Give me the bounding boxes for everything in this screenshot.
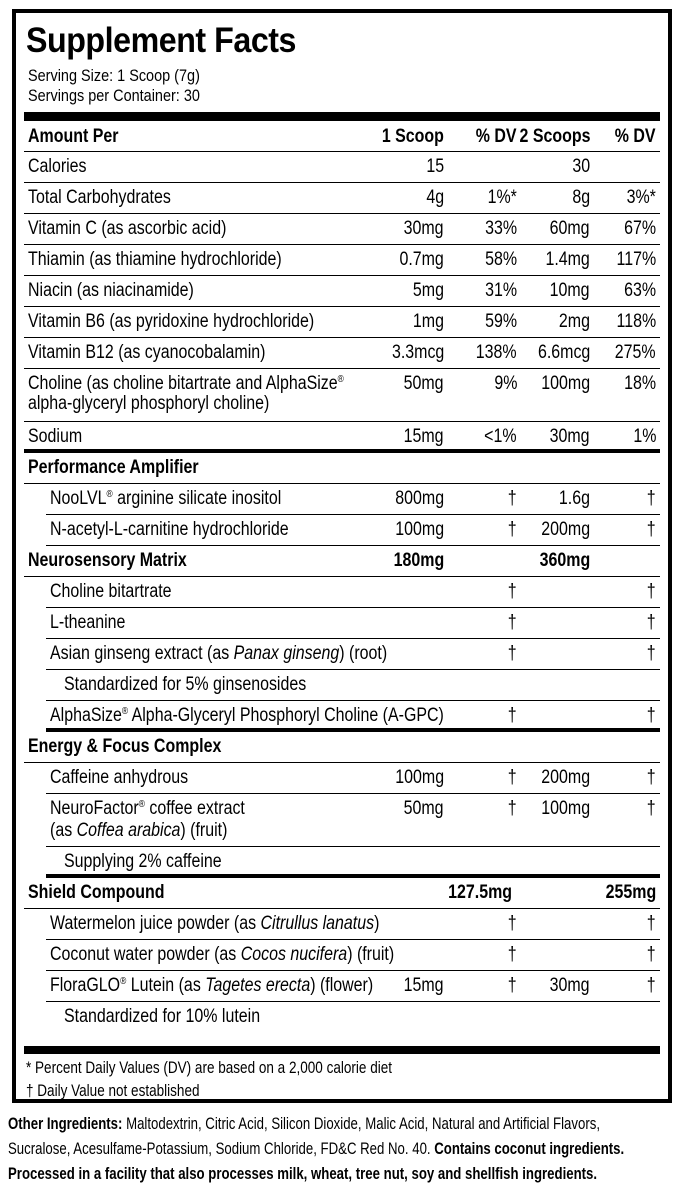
- row-13-d1: †: [508, 581, 517, 602]
- row-10-name: NooLVL® arginine silicate inositol: [50, 488, 282, 509]
- blend-header-row: [24, 878, 660, 909]
- row-10-d1: †: [508, 488, 517, 509]
- row-1-name: Total Carbohydrates: [28, 187, 171, 208]
- panel-title: Supplement Facts: [26, 21, 296, 60]
- row-15-name: Asian ginseng extract (as Panax ginseng) (root): [50, 643, 388, 664]
- row-3-a1: 0.7mg: [399, 249, 444, 270]
- row-19-a1: 100mg: [395, 767, 444, 788]
- row-3-d1: 58%: [485, 249, 517, 270]
- other-ingredients-line1: Other Ingredients: Maltodextrin, Citric Acid, Silicon Dioxide, Malic Acid, Natural and Artificial Flavors,: [8, 1115, 600, 1133]
- row-3-name: Thiamin (as thiamine hydrochloride): [28, 249, 282, 270]
- table-row: [24, 152, 660, 183]
- thick-rule-bottom: [24, 1046, 660, 1054]
- table-row: [46, 484, 660, 515]
- row-11-a1: 100mg: [395, 519, 444, 540]
- row-24-d1: †: [508, 944, 517, 965]
- row-4-d2: 63%: [624, 280, 656, 301]
- row-12-a2: 360mg: [539, 550, 590, 571]
- thick-rule-top: [24, 112, 660, 121]
- dagger-footnote: † Daily Value not established: [26, 1082, 200, 1100]
- row-5-name: Vitamin B6 (as pyridoxine hydrochloride): [28, 311, 315, 332]
- row-8-name: Sodium: [28, 426, 83, 447]
- serving-size: Serving Size: 1 Scoop (7g): [28, 66, 200, 85]
- blend-header-row: [24, 453, 660, 484]
- row-20-italic-line2: Coffea arabica: [76, 820, 181, 841]
- row-11-d2: †: [647, 519, 656, 540]
- servings-per-container: Servings per Container: 30: [28, 86, 200, 105]
- row-25-a2: 30mg: [550, 975, 590, 996]
- sub-note-row: [46, 670, 660, 701]
- row-7-name-line2: alpha-glyceryl phosphoryl choline): [28, 393, 270, 414]
- row-8-a1: 15mg: [404, 426, 444, 447]
- row-2-d2: 67%: [624, 218, 656, 239]
- row-0-a1: 15: [426, 156, 444, 177]
- table-row: [24, 422, 660, 453]
- row-7-a1: 50mg: [404, 373, 444, 394]
- row-25-d1: †: [508, 975, 517, 996]
- row-5-a2: 2mg: [558, 311, 590, 332]
- row-4-d1: 31%: [485, 280, 517, 301]
- row-20-a2: 100mg: [541, 798, 590, 819]
- row-13-name: Choline bitartrate: [50, 581, 172, 602]
- row-5-a1: 1mg: [412, 311, 444, 332]
- row-2-a1: 30mg: [404, 218, 444, 239]
- header-dv-2: % DV: [615, 126, 656, 147]
- other-ingredients-label: Other Ingredients:: [8, 1115, 123, 1133]
- row-17-name: AlphaSize® Alpha-Glyceryl Phosphoryl Choline (A-GPC): [50, 705, 444, 726]
- row-0-a2: 30: [572, 156, 590, 177]
- row-4-a1: 5mg: [412, 280, 444, 301]
- blend-header-row: [24, 546, 660, 577]
- row-20-name-line2: (as Coffea arabica) (fruit): [50, 820, 228, 841]
- table-row: [24, 245, 660, 276]
- row-8-a2: 30mg: [550, 426, 590, 447]
- row-6-d1: 138%: [476, 342, 517, 363]
- row-25-name: FloraGLO® Lutein (as Tagetes erecta) (flower): [50, 975, 374, 996]
- row-17-d1: †: [508, 705, 517, 726]
- header-amount-per: Amount Per: [28, 126, 119, 147]
- row-0-name: Calories: [28, 156, 87, 177]
- table-row: [24, 183, 660, 214]
- table-row: [46, 577, 660, 608]
- row-22-name: Shield Compound: [28, 882, 165, 903]
- row-2-d1: 33%: [485, 218, 517, 239]
- row-7-name: Choline (as choline bitartrate and AlphaSize®: [28, 373, 344, 394]
- row-11-name: N-acetyl-L-carnitine hydrochloride: [50, 519, 289, 540]
- row-1-a1: 4g: [426, 187, 444, 208]
- allergen-statement: Contains coconut ingredients.: [434, 1140, 625, 1158]
- row-23-d2: †: [647, 913, 656, 934]
- table-row: [46, 909, 660, 940]
- row-8-d1: <1%: [484, 426, 517, 447]
- blend-header-row: [24, 732, 660, 763]
- table-row: [24, 369, 660, 422]
- row-5-d2: 118%: [616, 311, 656, 332]
- table-row: [46, 763, 660, 794]
- table-row: [46, 701, 660, 732]
- row-1-d2: 3%*: [626, 187, 656, 208]
- row-20-d1: †: [508, 798, 517, 819]
- row-15-d1: †: [508, 643, 517, 664]
- table-row: [24, 338, 660, 369]
- row-25-d2: †: [647, 975, 656, 996]
- row-12-a1: 180mg: [393, 550, 444, 571]
- table-row: [24, 214, 660, 245]
- row-6-d2: 275%: [615, 342, 656, 363]
- row-2-name: Vitamin C (as ascorbic acid): [28, 218, 227, 239]
- row-3-d2: 117%: [616, 249, 656, 270]
- header-2-scoops: 2 Scoops: [519, 126, 590, 147]
- table-row: [46, 940, 660, 971]
- row-17-d2: †: [647, 705, 656, 726]
- row-24-name: Coconut water powder (as Cocos nucifera) (fruit): [50, 944, 395, 965]
- header-1-scoop: 1 Scoop: [381, 126, 444, 147]
- registered-mark: ®: [138, 799, 145, 810]
- table-row: [24, 307, 660, 338]
- table-header-row: [24, 121, 660, 152]
- table-row: [46, 794, 660, 847]
- row-14-name: L-theanine: [50, 612, 126, 633]
- supplement-facts-panel: [12, 9, 672, 1103]
- dv-footnote: * Percent Daily Values (DV) are based on a 2,000 calorie diet: [26, 1059, 393, 1077]
- row-21-name: Supplying 2% caffeine: [64, 851, 222, 872]
- row-15-d2: †: [647, 643, 656, 664]
- row-23-d1: †: [508, 913, 517, 934]
- row-14-d2: †: [647, 612, 656, 633]
- row-4-name: Niacin (as niacinamide): [28, 280, 194, 301]
- row-14-d1: †: [508, 612, 517, 633]
- row-25-italic2: Tagetes erecta: [205, 975, 311, 996]
- header-dv-1: % DV: [476, 126, 517, 147]
- row-11-a2: 200mg: [541, 519, 590, 540]
- row-18-name: Energy & Focus Complex: [28, 736, 222, 757]
- table-row: [24, 276, 660, 307]
- row-12-name: Neurosensory Matrix: [28, 550, 187, 571]
- row-19-name: Caffeine anhydrous: [50, 767, 189, 788]
- row-20-d2: †: [647, 798, 656, 819]
- row-4-a2: 10mg: [550, 280, 590, 301]
- table-row: [46, 515, 660, 546]
- row-2-a2: 60mg: [550, 218, 590, 239]
- row-25-a1: 15mg: [404, 975, 444, 996]
- row-9-name: Performance Amplifier: [28, 457, 199, 478]
- row-6-a1: 3.3mcg: [391, 342, 444, 363]
- row-11-d1: †: [508, 519, 517, 540]
- registered-mark: ®: [120, 976, 127, 987]
- row-7-d2: 18%: [624, 373, 656, 394]
- row-20-name: NeuroFactor® coffee extract: [50, 798, 245, 819]
- row-26-name: Standardized for 10% lutein: [64, 1006, 261, 1027]
- table-row: [46, 639, 660, 670]
- row-6-name: Vitamin B12 (as cyanocobalamin): [28, 342, 266, 363]
- row-24-d2: †: [647, 944, 656, 965]
- row-15-italic: Panax ginseng: [233, 643, 340, 664]
- row-24-italic: Cocos nucifera: [240, 944, 348, 965]
- sub-note-row: [46, 847, 660, 878]
- row-7-d1: 9%: [493, 373, 517, 394]
- row-23-name: Watermelon juice powder (as Citrullus lanatus): [50, 913, 380, 934]
- registered-mark: ®: [337, 374, 344, 385]
- row-10-a2: 1.6g: [558, 488, 590, 509]
- row-7-a2: 100mg: [541, 373, 590, 394]
- row-1-d1: 1%*: [487, 187, 517, 208]
- row-19-d1: †: [508, 767, 517, 788]
- sub-note-row: [46, 1002, 660, 1032]
- row-16-name: Standardized for 5% ginsenosides: [64, 674, 307, 695]
- registered-mark: ®: [121, 706, 129, 717]
- facility-statement: Processed in a facility that also processes milk, wheat, tree nut, soy and shellfish ingredients.: [8, 1165, 598, 1183]
- row-5-d1: 59%: [485, 311, 517, 332]
- row-3-a2: 1.4mg: [545, 249, 590, 270]
- row-10-d2: †: [647, 488, 656, 509]
- row-19-d2: †: [647, 767, 656, 788]
- registered-mark: ®: [106, 489, 113, 500]
- table-row: [46, 608, 660, 639]
- row-1-a2: 8g: [572, 187, 590, 208]
- row-23-italic: Citrullus lanatus: [260, 913, 375, 934]
- row-19-a2: 200mg: [541, 767, 590, 788]
- other-ingredients-line2: Sucralose, Acesulfame-Potassium, Sodium Chloride, FD&C Red No. 40. Contains coconut ingredients.: [8, 1140, 625, 1158]
- row-20-a1: 50mg: [404, 798, 444, 819]
- row-8-d2: 1%: [632, 426, 656, 447]
- row-22-a1: 127.5mg: [448, 882, 512, 903]
- row-13-d2: †: [647, 581, 656, 602]
- table-row: [46, 971, 660, 1002]
- row-6-a2: 6.6mcg: [537, 342, 590, 363]
- row-22-a2: 255mg: [605, 882, 656, 903]
- row-10-a1: 800mg: [395, 488, 444, 509]
